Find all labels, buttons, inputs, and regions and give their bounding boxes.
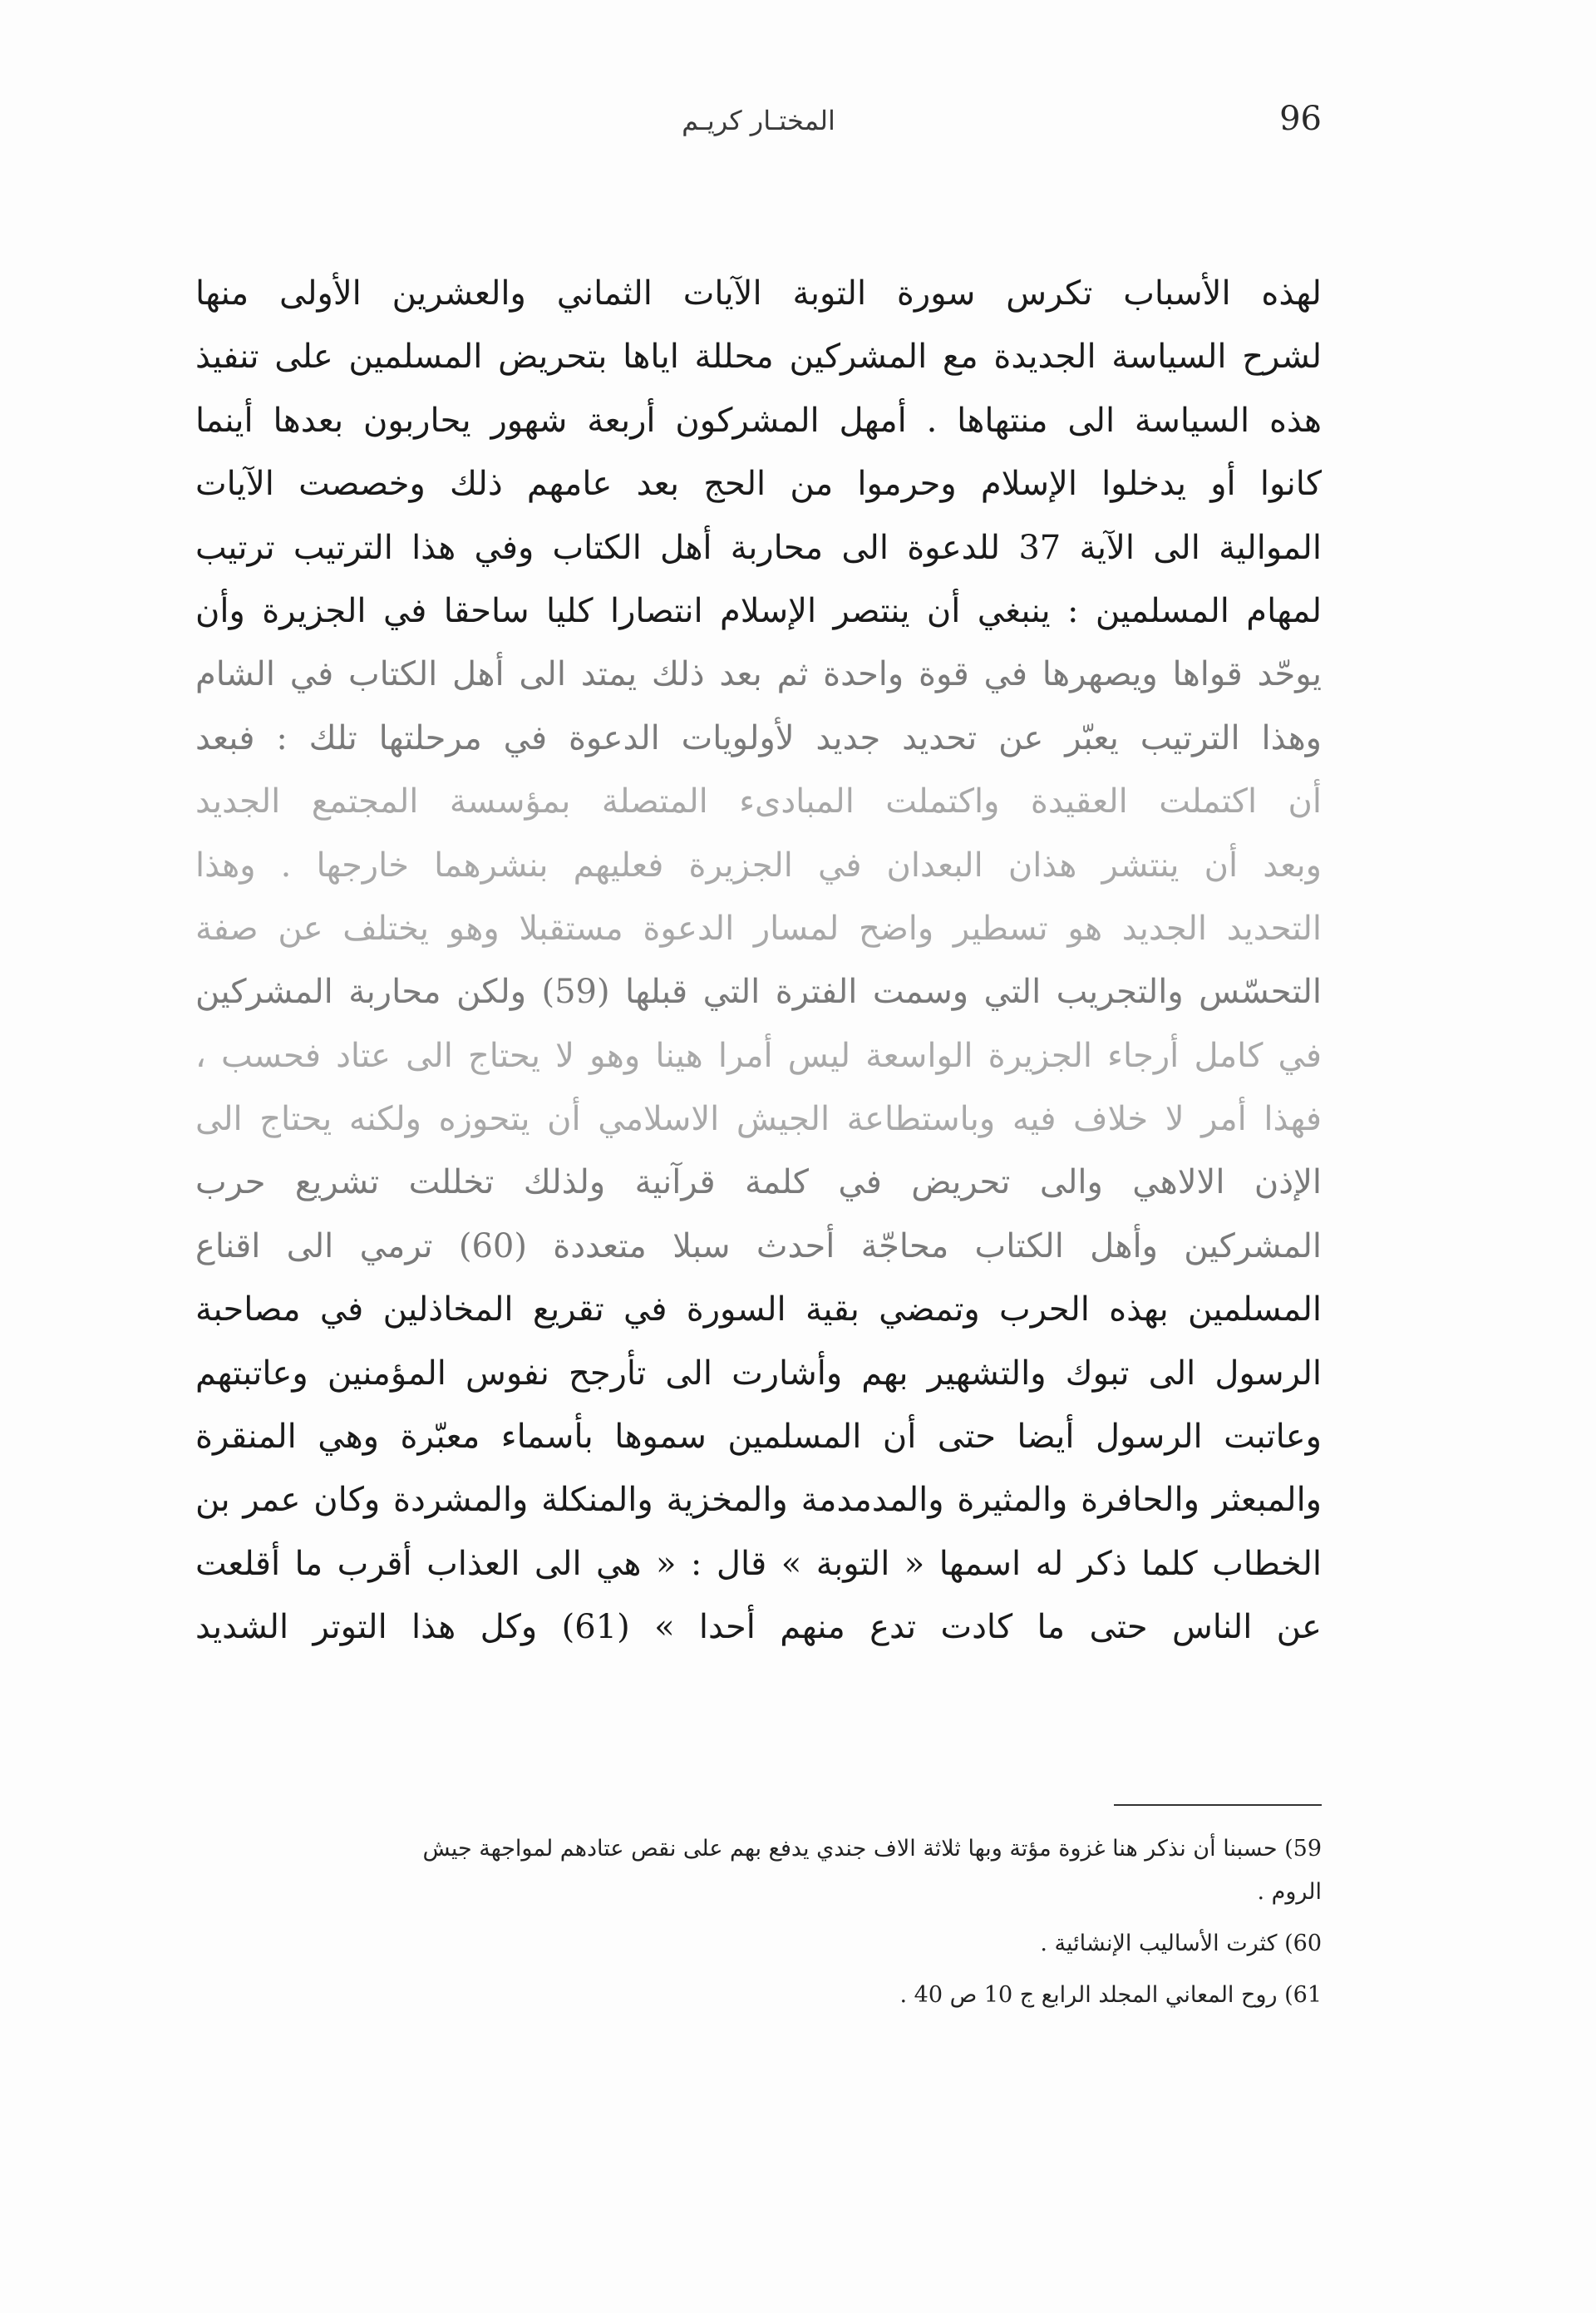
body-line: المسلمين بهذه الحرب وتمضي بقية السورة في تقريع المخاذلين في مصاحبة [195,1290,1322,1329]
body-line: فهذا أمر لا خلاف فيه وباستطاعة الجيش الاسلامي أن يتحوزه ولكنه يحتاج الى [195,1100,1322,1139]
page-number: 96 [1279,100,1322,138]
body-line: كانوا أو يدخلوا الإسلام وحرموا من الحج بعد عامهم ذلك وخصصت الآيات [195,465,1322,504]
footnote-60 [195,1922,1322,1965]
body-line: هذه السياسة الى منتهاها . أمهل المشركون أربعة شهور يحاربون بعدها أينما [195,401,1322,440]
body-line: لشرح السياسة الجديدة مع المشركين محللة اياها بتحريض المسلمين على تنفيذ [195,338,1322,377]
body-line: عن الناس حتى ما كادت تدع منهم أحدا » (61) وكل هذا التوتر الشديد [195,1608,1322,1647]
body-line: التحسّس والتجريب التي وسمت الفترة التي قبلها (59) ولكن محاربة المشركين [195,973,1322,1012]
running-head: المختـار كريـم [682,105,835,136]
footnote-59-line-2: الروم . [1257,1879,1322,1905]
body-line: وبعد أن ينتشر هذان البعدان في الجزيرة فعليهم بنشرهما خارجها . وهذا [195,846,1322,885]
footnote-61 [195,1974,1322,2017]
body-line: وهذا الترتيب يعبّر عن تحديد جديد لأولويات الدعوة في مرحلتها تلك : فبعد [195,718,1322,757]
footnote-61-text: 61) روح المعاني المجلد الرابع ج 10 ص 40 . [899,1982,1322,2008]
body-line: التحديد الجديد هو تسطير واضح لمسار الدعوة مستقبلا وهو يختلف عن صفة [195,909,1322,948]
footnote-60-text: 60) كثرت الأساليب الإنشائية . [1040,1931,1322,1956]
body-line: وعاتبت الرسول أيضا حتى أن المسلمين سموها بأسماء معبّرة وهي المنقرة [195,1418,1322,1457]
body-line: الموالية الى الآية 37 للدعوة الى محاربة أهل الكتاب وفي هذا الترتيب ترتيب [195,528,1322,567]
footnote-59 [195,1827,1322,1914]
body-line: المشركين وأهل الكتاب محاجّة أحدث سبلا متعددة (60) ترمي الى اقناع [195,1226,1322,1265]
body-line: والمبعثر والحافرة والمثيرة والمدمدمة والمخزية والمنكلة والمشردة وكان عمر بن [195,1481,1322,1520]
body-line: الخطاب كلما ذكر له اسمها « التوبة » قال : « هي الى العذاب أقرب ما أقلعت [195,1544,1322,1583]
body-line: لمهام المسلمين : ينبغي أن ينتصر الإسلام انتصارا كليا ساحقا في الجزيرة وأن [195,591,1322,630]
footnotes [195,1827,1322,2017]
footnote-59-line-1: 59) حسبنا أن نذكر هنا غزوة مؤتة وبها ثلاثة الاف جندي يدفع بهم على نقص عتادهم لمواجهة جيش [422,1836,1322,1862]
body-line: لهذه الأسباب تكرس سورة التوبة الآيات الثماني والعشرين الأولى منها [195,274,1322,313]
page-header [195,100,1322,166]
body-line: يوحّد قواها ويصهرها في قوة واحدة ثم بعد ذلك يمتد الى أهل الكتاب في الشام [195,655,1322,694]
body-line: الإذن الالاهي والى تحريض في كلمة قرآنية ولذلك تخللت تشريع حرب [195,1163,1322,1202]
body-line: أن اكتملت العقيدة واكتملت المبادىء المتصلة بمؤسسة المجتمع الجديد [195,782,1322,821]
body-line: في كامل أرجاء الجزيرة الواسعة ليس أمرا هينا وهو لا يحتاج الى عتاد فحسب ، [195,1036,1322,1075]
footnote-separator [1114,1804,1322,1806]
body-text [195,262,1322,1660]
body-line: الرسول الى تبوك والتشهير بهم وأشارت الى تأرجح نفوس المؤمنين وعاتبتهم [195,1354,1322,1393]
